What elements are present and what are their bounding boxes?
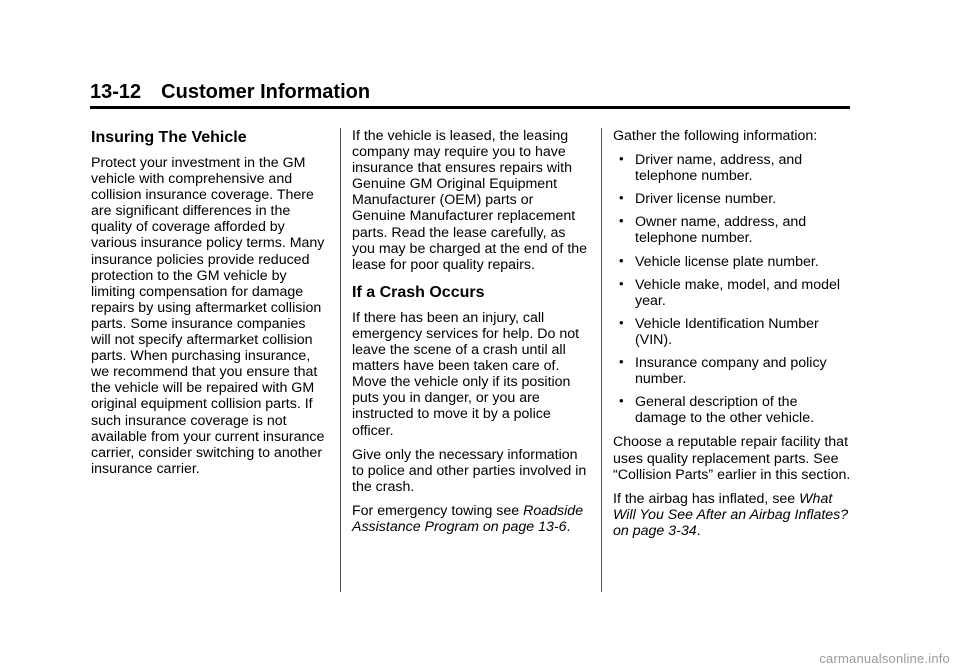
bullet-icon: • [619,314,624,330]
bullet-icon: • [619,275,624,291]
roadside-assistance-link[interactable]: Roadside Assistance Program on page 13-6 [352,502,584,535]
information-list [613,152,851,426]
list-item [613,277,851,309]
paragraph-injury: If there has been an injury, call emergency services for help. Do not leave the scene of a crash until all matters have been taken care of. Move the vehicle only if its position puts you in danger, or you are instructed to move it by a police officer. [352,309,580,439]
column-crash [352,128,590,543]
heading-if-a-crash-occurs: If a Crash Occurs [352,283,485,301]
paragraph-necessary-information: Give only the necessary information to police and other parties involved in the crash. [352,446,587,495]
column-divider-left [340,128,341,592]
list-item [613,254,851,270]
airbag-inflates-link[interactable]: What Will You See After an Airbag Inflates? on page 3-34 [613,490,849,539]
list-item-text: Vehicle make, model, and model year. [635,276,841,309]
towing-period: . [566,518,571,535]
paragraph-airbag [613,491,851,539]
watermark: carmanualsonline.info [819,651,950,666]
list-item [613,152,851,184]
paragraph-gather-intro: Gather the following information: [613,128,818,144]
bullet-icon: • [619,190,624,206]
paragraph-leased-vehicle: If the vehicle is leased, the leasing company may require you to have insurance that ensures repairs with Genuine GM Original Equipment Manufacturer (OEM) parts or Genuine Manufacturer replacement parts. Read the lease carefully, as you may be charged at the end of the lease for poor quality repairs. [352,128,588,273]
column-divider-right [601,128,602,592]
paragraph-emergency-towing [352,503,590,535]
paragraph-insurance-coverage: Protect your investment in the GM vehicle with comprehensive and collision insurance coverage. There are significant differences in the quality of coverage afforded by various insurance policy terms. Many insurance policies provide reduced protection to the GM vehicle by limiting compensation for damage repairs by using aftermarket collision parts. Some insurance companies will not specify aftermarket collision parts. When purchasing insurance, we recommend that you ensure that the vehicle will be repaired with GM original equipment collision parts. If such insurance coverage is not available from your current insurance carrier, consider switching to another insurance carrier. [91,155,325,477]
list-item-text: Driver license number. [635,191,777,208]
bullet-icon: • [619,393,624,409]
list-item [613,214,851,246]
column-information [613,128,851,547]
list-item-text: General description of the damage to the other vehicle. [635,394,815,427]
list-item [613,316,851,348]
list-item-text: Vehicle Identification Number (VIN). [635,315,819,348]
page-title [90,80,850,104]
section-title: Customer Information [161,81,371,103]
list-item-text: Owner name, address, and telephone number. [635,214,807,247]
airbag-period: . [696,522,701,539]
bullet-icon: • [619,213,624,229]
list-item-text: Vehicle license plate number. [635,253,819,270]
bullet-icon: • [619,252,624,268]
bullet-icon: • [619,151,624,167]
bullet-icon: • [619,354,624,370]
list-item [613,394,851,426]
list-item-text: Driver name, address, and telephone number. [635,152,803,185]
list-item [613,355,851,387]
heading-insuring-the-vehicle: Insuring The Vehicle [91,129,247,146]
paragraph-repair-facility: Choose a reputable repair facility that uses quality replacement parts. See “Collision Parts” earlier in this section. [613,434,851,483]
list-item [613,191,851,207]
list-item-text: Insurance company and policy number. [635,355,827,388]
column-insuring [91,128,329,485]
page-number: 13-12 [90,81,142,103]
airbag-text: If the airbag has inflated, see [613,490,796,507]
towing-text: For emergency towing see [352,502,520,519]
page-header [90,80,850,109]
